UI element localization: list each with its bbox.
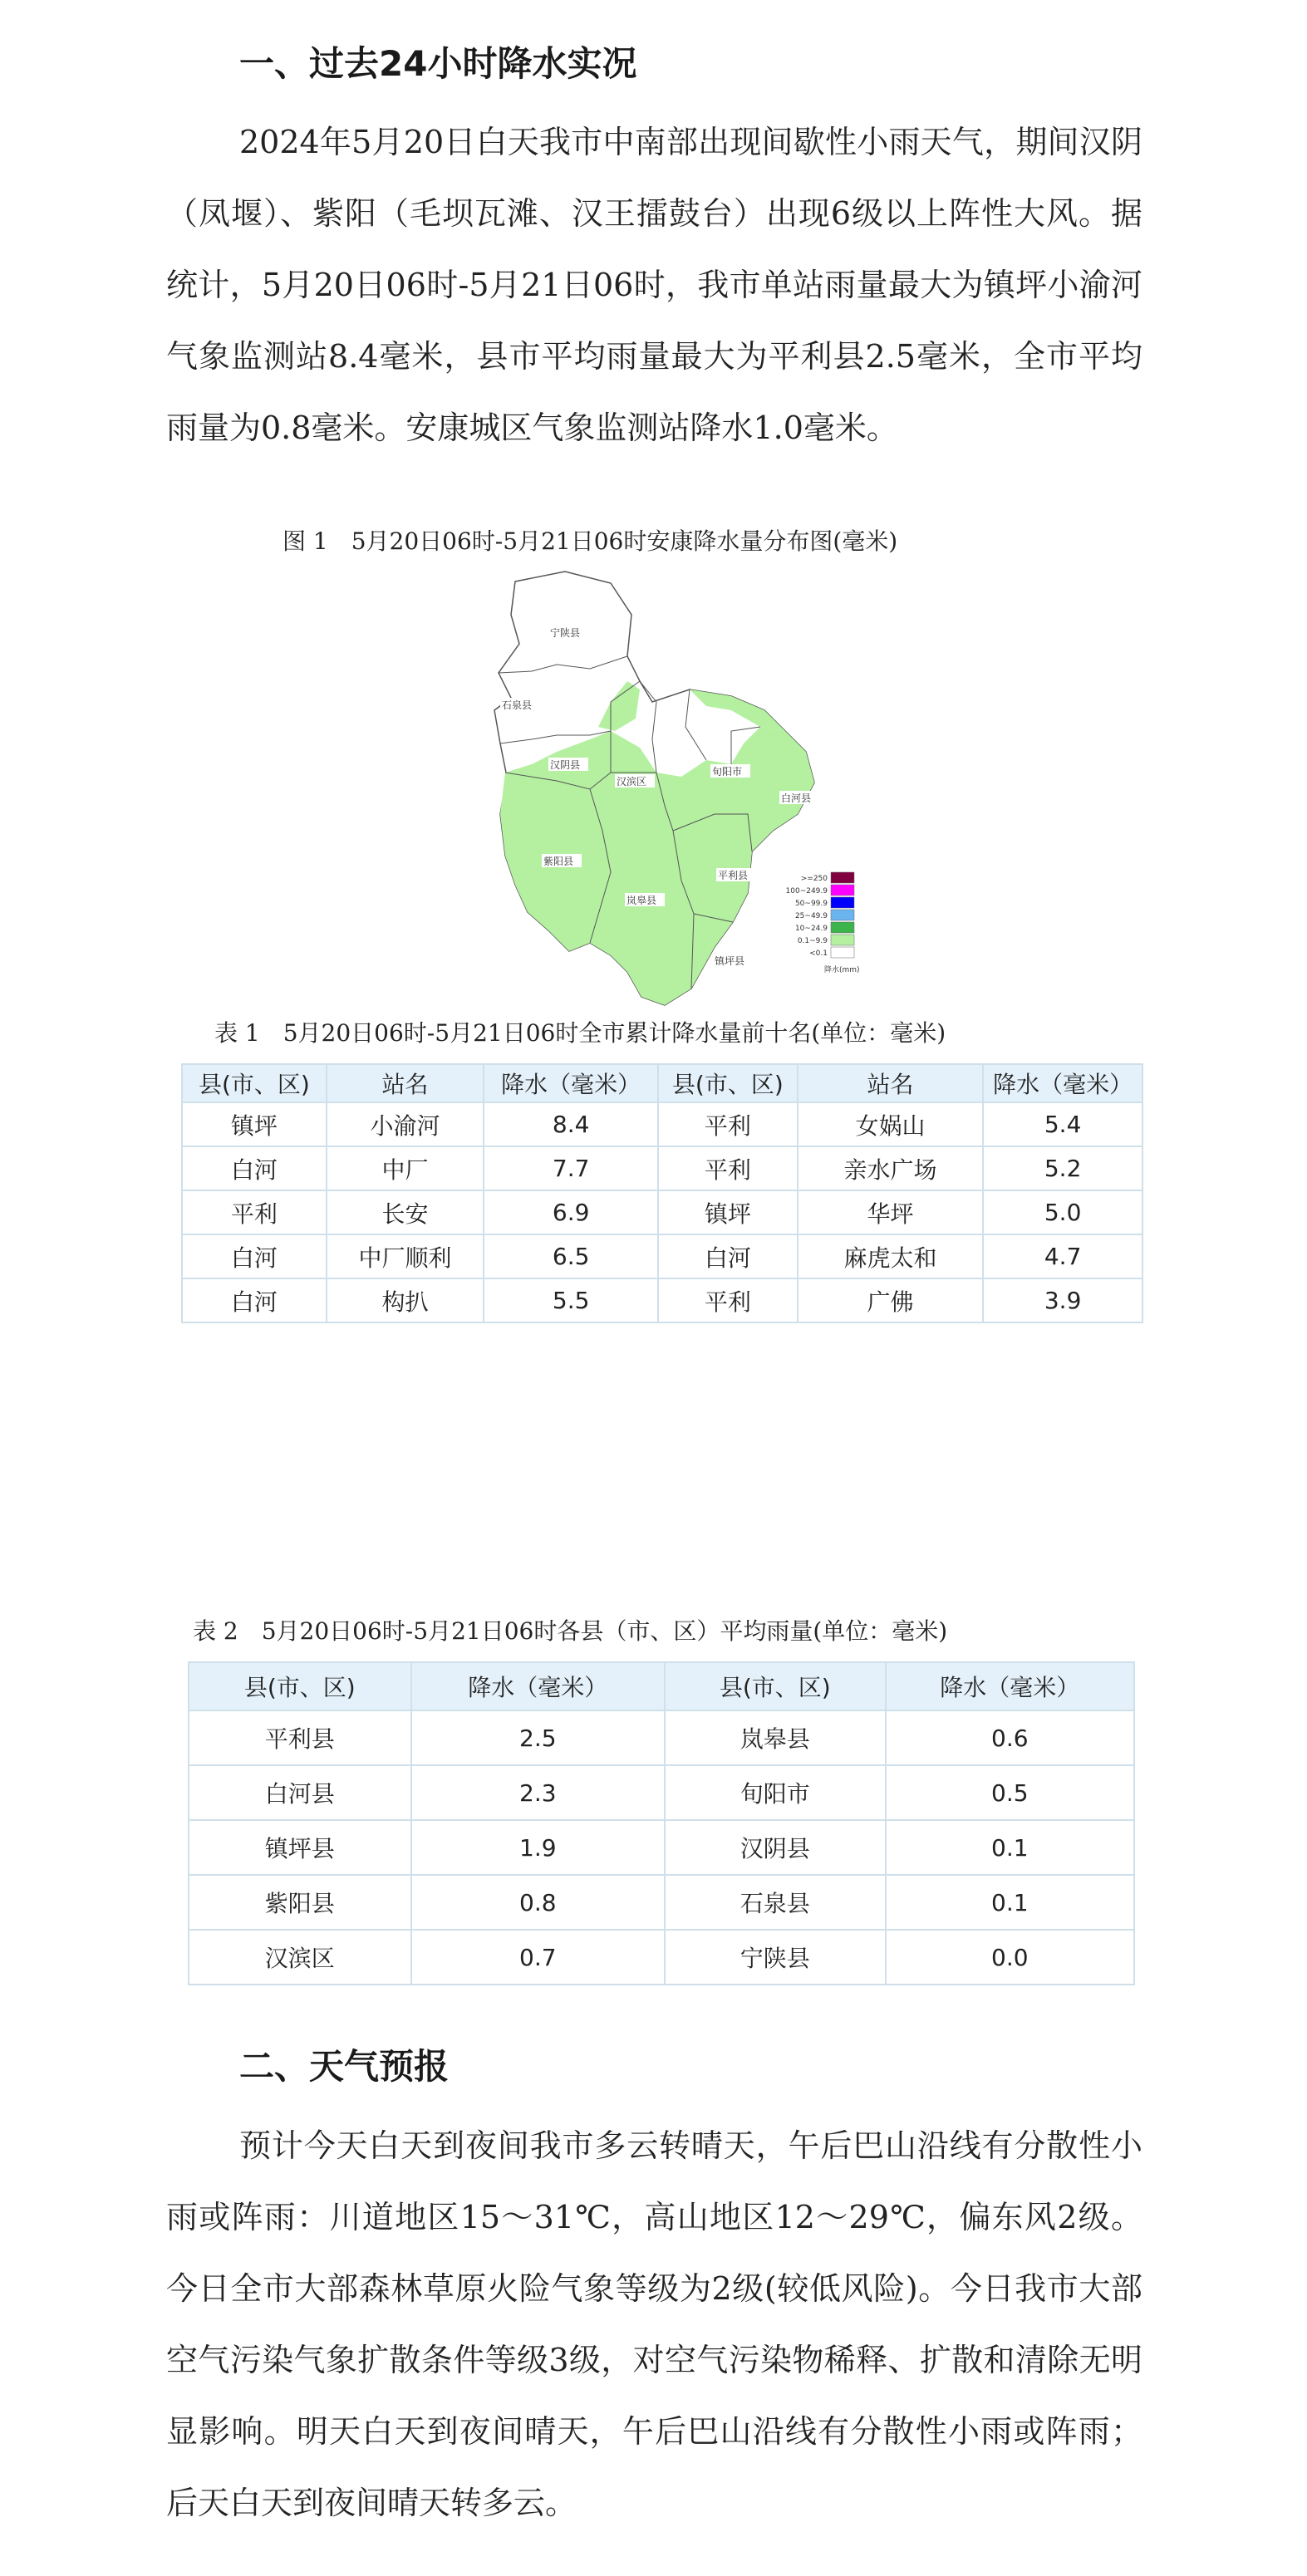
table2-header: 县(市、区) — [189, 1662, 411, 1710]
table-cell: 5.2 — [983, 1146, 1142, 1190]
table-cell: 华坪 — [798, 1190, 984, 1234]
table-row — [189, 1710, 1134, 1765]
table-cell: 4.7 — [983, 1234, 1142, 1278]
map-label-baihe: 白河县 — [781, 792, 812, 804]
table-row — [189, 1930, 1134, 1985]
legend-swatch-50 — [831, 897, 854, 908]
table-cell: 亲水广场 — [798, 1146, 984, 1190]
legend-label-25: 25~49.9 — [794, 912, 828, 920]
table-cell: 平利 — [658, 1146, 798, 1190]
map-label-xunyang: 旬阳市 — [712, 766, 743, 778]
table-cell: 宁陕县 — [665, 1930, 886, 1985]
section2-paragraph: 预计今天白天到夜间我市多云转晴天，午后巴山沿线有分散性小雨或阵雨：川道地区15～31℃，高山地区12～29℃，偏东风2级。今日全市大部森林草原火险气象等级为2级(较低风险)。今日我市大部空气污染气象扩散条件等级3级，对空气污染物稀释、扩散和清除无明显影响。明天白天到夜间晴天，午后巴山沿线有分散性小雨或阵雨；后天白天到夜间晴天转多云。 — [166, 2127, 1142, 2521]
table-cell: 中厂顺利 — [327, 1234, 484, 1278]
table-row — [189, 1765, 1134, 1820]
legend-swatch-lt-0-1 — [831, 947, 854, 958]
table2-header: 降水（毫米） — [411, 1662, 665, 1710]
table-cell: 0.0 — [886, 1930, 1134, 1985]
table-cell: 8.4 — [484, 1102, 658, 1146]
table1-header: 站名 — [798, 1064, 984, 1102]
table-cell: 1.9 — [411, 1820, 665, 1875]
table1-header: 降水（毫米） — [983, 1064, 1142, 1102]
legend-label-100: 100~249.9 — [785, 887, 828, 895]
table-cell: 0.5 — [886, 1765, 1134, 1820]
table-row — [182, 1146, 1142, 1190]
table-cell: 镇坪 — [182, 1102, 327, 1146]
table-cell: 平利 — [658, 1102, 798, 1146]
table-cell: 汉阴县 — [665, 1820, 886, 1875]
table-cell: 镇坪 — [658, 1190, 798, 1234]
table-cell: 平利 — [658, 1278, 798, 1322]
table2-header: 降水（毫米） — [886, 1662, 1134, 1710]
map-label-ziyang: 紫阳县 — [543, 856, 574, 867]
table-cell: 白河 — [658, 1234, 798, 1278]
table-cell: 构扒 — [327, 1278, 484, 1322]
table-cell: 2.3 — [411, 1765, 665, 1820]
table-cell: 0.1 — [886, 1820, 1134, 1875]
table-cell: 0.6 — [886, 1710, 1134, 1765]
table1 — [181, 1063, 1143, 1323]
legend-swatch-25 — [831, 910, 854, 920]
map-label-shiquan: 石泉县 — [502, 699, 533, 711]
table-cell: 0.7 — [411, 1930, 665, 1985]
legend-swatch-10 — [831, 922, 854, 933]
legend-swatch-250 — [831, 872, 854, 883]
map-label-pingli: 平利县 — [718, 870, 749, 881]
table1-header: 站名 — [327, 1064, 484, 1102]
map-label-ningshan: 宁陕县 — [550, 627, 581, 639]
table2 — [188, 1661, 1135, 1985]
table-cell: 2.5 — [411, 1710, 665, 1765]
table-cell: 白河 — [182, 1234, 327, 1278]
table1-header: 县(市、区) — [658, 1064, 798, 1102]
section2-heading: 二、天气预报 — [239, 2046, 450, 2087]
section1-paragraph: 2024年5月20日白天我市中南部出现间歇性小雨天气，期间汉阴（凤堰）、紫阳（毛坝瓦滩、汉王擂鼓台）出现6级以上阵性大风。据统计，5月20日06时-5月21日06时，我市单站雨量最大为镇坪小渝河气象监测站8.4毫米，县市平均雨量最大为平利县2.5毫米，全市平均雨量为0.8毫米。安康城区气象监测站降水1.0毫米。 — [166, 124, 1142, 446]
legend-label-lt-0-1: <0.1 — [809, 949, 828, 958]
table-cell: 岚皋县 — [665, 1710, 886, 1765]
table-cell: 镇坪县 — [189, 1820, 411, 1875]
legend-label-250: >=250 — [800, 875, 828, 883]
table-row — [189, 1875, 1134, 1930]
table-cell: 白河县 — [189, 1765, 411, 1820]
legend-label-50: 50~99.9 — [794, 900, 828, 908]
table-cell: 汉滨区 — [189, 1930, 411, 1985]
legend-title: 降水(mm) — [824, 966, 860, 974]
table-cell: 0.8 — [411, 1875, 665, 1930]
table-cell: 5.0 — [983, 1190, 1142, 1234]
table-row — [182, 1102, 1142, 1146]
table2-header-row — [189, 1662, 1134, 1710]
legend-label-10: 10~24.9 — [794, 925, 828, 933]
table-row — [189, 1820, 1134, 1875]
map-label-langao: 岚皋县 — [626, 895, 657, 906]
legend-swatch-0-1 — [831, 935, 854, 945]
table2-caption: 表 2 5月20日06时-5月21日06时各县（市、区）平均雨量(单位：毫米) — [193, 1617, 948, 1645]
table-cell: 旬阳市 — [665, 1765, 886, 1820]
table-cell: 石泉县 — [665, 1875, 886, 1930]
table-cell: 中厂 — [327, 1146, 484, 1190]
map-label-hanyin: 汉阴县 — [550, 759, 581, 771]
table-row — [182, 1234, 1142, 1278]
precipitation-map — [465, 565, 881, 1013]
table-cell: 广佛 — [798, 1278, 984, 1322]
table1-header: 降水（毫米） — [484, 1064, 658, 1102]
map-label-hanbin: 汉滨区 — [617, 776, 647, 788]
table1-header-row — [182, 1064, 1142, 1102]
table-row — [182, 1190, 1142, 1234]
table-cell: 麻虎太和 — [798, 1234, 984, 1278]
table-cell: 7.7 — [484, 1146, 658, 1190]
table-cell: 白河 — [182, 1278, 327, 1322]
table1-header: 县(市、区) — [182, 1064, 327, 1102]
table-cell: 5.5 — [484, 1278, 658, 1322]
table-cell: 小渝河 — [327, 1102, 484, 1146]
table-row — [182, 1278, 1142, 1322]
table2-header: 县(市、区) — [665, 1662, 886, 1710]
table-cell: 白河 — [182, 1146, 327, 1190]
table-cell: 平利县 — [189, 1710, 411, 1765]
section1-heading: 一、过去24小时降水实况 — [239, 43, 637, 84]
table-cell: 3.9 — [983, 1278, 1142, 1322]
map-legend — [786, 872, 860, 974]
table-cell: 紫阳县 — [189, 1875, 411, 1930]
table1-caption: 表 1 5月20日06时-5月21日06时全市累计降水量前十名(单位：毫米) — [214, 1019, 946, 1047]
table-cell: 平利 — [182, 1190, 327, 1234]
figure1-caption: 图 1 5月20日06时-5月21日06时安康降水量分布图(毫米) — [283, 527, 898, 555]
table-cell: 女娲山 — [798, 1102, 984, 1146]
table-cell: 5.4 — [983, 1102, 1142, 1146]
table-cell: 6.9 — [484, 1190, 658, 1234]
legend-swatch-100 — [831, 885, 854, 895]
table-cell: 0.1 — [886, 1875, 1134, 1930]
table-cell: 6.5 — [484, 1234, 658, 1278]
legend-label-0-1: 0.1~9.9 — [797, 937, 828, 945]
table-cell: 长安 — [327, 1190, 484, 1234]
map-label-zhenping: 镇坪县 — [715, 955, 745, 967]
